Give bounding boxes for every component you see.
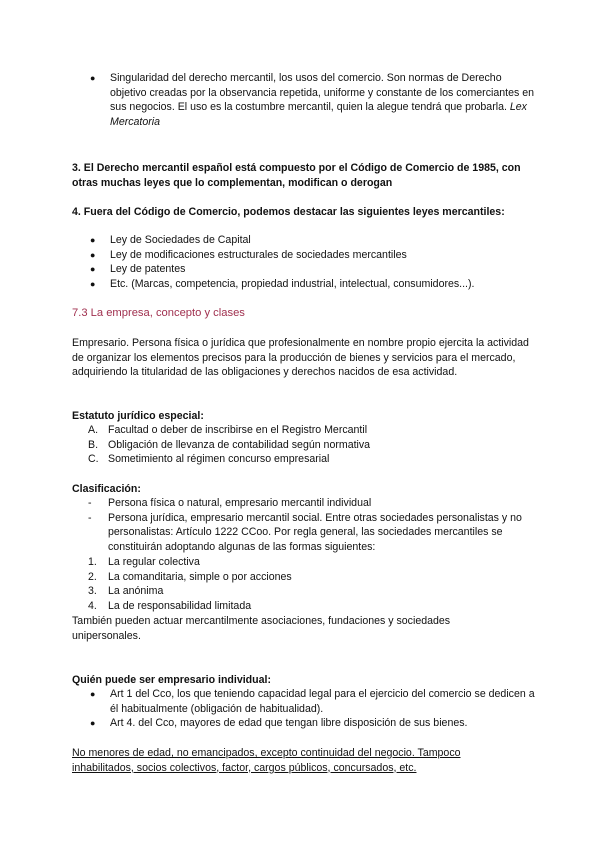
clasificacion-dash-list [88, 496, 540, 554]
dash-icon: - [88, 497, 92, 509]
individual-list [88, 687, 538, 731]
bullet-icon: ● [90, 73, 96, 83]
clasificacion-text: Persona física o natural, empresario mercantil individual [108, 497, 372, 509]
list-item [88, 555, 538, 570]
usos-bullet-list [88, 71, 538, 129]
list-marker: 2. [88, 570, 97, 583]
list-item [88, 496, 540, 511]
list-item [88, 570, 538, 585]
form-text: La de responsabilidad limitada [108, 599, 252, 612]
clasificacion-note: También pueden actuar mercantilmente asociaciones, fundaciones y sociedades unipersonales. [72, 615, 451, 642]
list-marker: A. [88, 424, 99, 436]
empresario-definition: Empresario. Persona física o jurídica que profesionalmente en nombre propio ejercita la actividad de organizar los elementos precisos para la producción de bienes y servicios para el mercado, adquiriendo la titularidad de las obligaciones y derechos nacidos de esa actividad. [72, 337, 529, 379]
bullet-icon: ● [90, 689, 96, 699]
law-text: Ley de Sociedades de Capital [110, 234, 251, 246]
law-text: Ley de patentes [110, 263, 186, 276]
form-text: La regular colectiva [108, 556, 200, 568]
bullet-icon: ● [90, 278, 96, 289]
bullet-icon: ● [90, 264, 96, 275]
clasificacion-title: Clasificación: [72, 483, 141, 495]
list-item [88, 277, 538, 292]
list-item [88, 71, 538, 129]
list-item [88, 262, 538, 277]
list-marker: 1. [88, 556, 97, 568]
individual-item-text: Art 4. del Cco, mayores de edad que tengan libre disposición de sus bienes. [110, 717, 468, 730]
list-item [88, 584, 538, 599]
list-item [88, 452, 538, 467]
law-text: Ley de modificaciones estructurales de sociedades mercantiles [110, 248, 407, 261]
individual-item-text: Art 1 del Cco, los que teniendo capacidad legal para el ejercicio del comercio se dedicen a él habitualmente (obligación de habitualidad). [110, 688, 535, 715]
estatuto-item-text: Facultad o deber de inscribirse en el Registro Mercantil [108, 424, 368, 436]
estatuto-item-text: Obligación de llevanza de contabilidad según normativa [108, 438, 371, 451]
individual-title: Quién puede ser empresario individual: [72, 674, 271, 686]
paragraph-4: 4. Fuera del Código de Comercio, podemos destacar las siguientes leyes mercantiles: [72, 206, 505, 218]
list-item [88, 687, 538, 716]
law-text: Etc. (Marcas, competencia, propiedad industrial, intelectual, consumidores...). [110, 277, 475, 290]
list-marker: 4. [88, 599, 97, 612]
dash-icon: - [88, 511, 92, 524]
bullet-icon: ● [90, 249, 96, 260]
lex-mercatoria-text: Lex Mercatoria [110, 101, 527, 128]
list-item [88, 599, 538, 614]
bullet-icon: ● [90, 718, 96, 729]
bullet-icon: ● [90, 235, 96, 245]
list-item [88, 248, 538, 263]
estatuto-list [88, 423, 538, 467]
list-marker: 3. [88, 585, 97, 598]
list-item [88, 511, 540, 555]
list-item [88, 438, 538, 453]
form-text: La anónima [108, 585, 164, 598]
estatuto-item-text: Sometimiento al régimen concurso empresarial [108, 453, 330, 466]
clasificacion-text: Persona jurídica, empresario mercantil social. Entre otras sociedades personalistas y no personalistas: Artículo 1222 CCoo. Por regla general, las sociedades mercantiles se constituirán adoptando algunas de las formas siguientes: [108, 511, 522, 553]
list-item [88, 233, 538, 248]
section-heading: 7.3 La empresa, concepto y clases [72, 307, 245, 319]
usos-text: Singularidad del derecho mercantil, los usos del comercio. Son normas de Derecho objetivo creadas por la observancia repetida, uniforme y constante de los comerciantes en sus negocios. El uso es la costumbre mercantil, quien la alegue tendrá que probarla. [110, 72, 534, 114]
estatuto-title: Estatuto jurídico especial: [72, 410, 204, 422]
forms-numbered-list [88, 555, 538, 613]
list-marker: B. [88, 438, 99, 451]
laws-list [88, 233, 538, 291]
exclusions-note: No menores de edad, no emancipados, excepto continuidad del negocio. Tampoco inhabilitados, socios colectivos, factor, cargos públicos, concursados, etc. [72, 747, 461, 774]
form-text: La comanditaria, simple o por acciones [108, 570, 292, 583]
list-item [88, 423, 538, 438]
list-item [88, 716, 538, 731]
list-marker: C. [88, 453, 99, 466]
paragraph-3: 3. El Derecho mercantil español está compuesto por el Código de Comercio de 1985, con otras muchas leyes que lo complementan, modifican o derogan [72, 162, 521, 189]
